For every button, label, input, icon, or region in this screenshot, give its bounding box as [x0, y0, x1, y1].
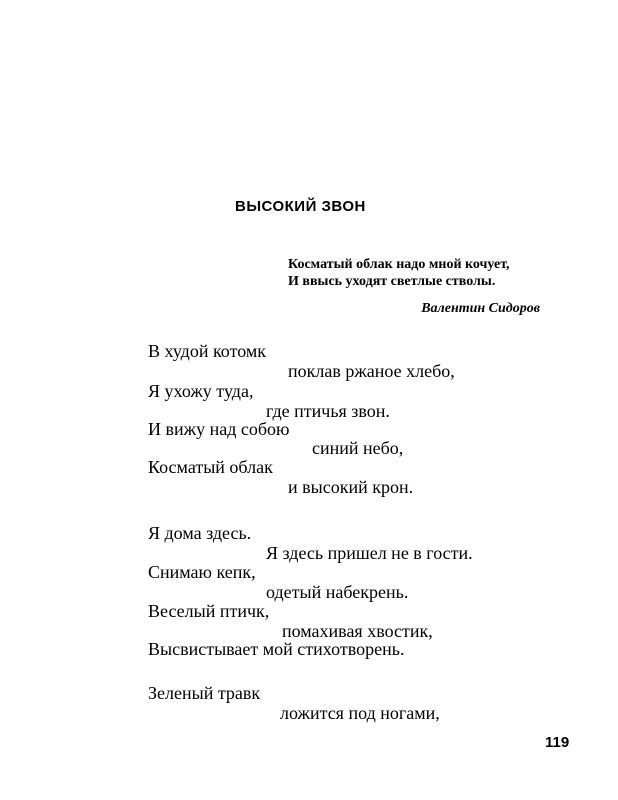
poem-title: ВЫСОКИЙ ЗВОН	[235, 198, 366, 215]
poem-line: помахивая хвостик,	[282, 621, 433, 641]
poem-line: Высвистывает мой стихотворень.	[148, 639, 405, 659]
poem-line: ложится под ногами,	[280, 703, 440, 723]
poem-line: и высокий крон.	[288, 477, 414, 497]
page-number: 119	[545, 734, 570, 751]
epigraph-line: И ввысь уходят светлые стволы.	[288, 274, 496, 289]
poem-line: Снимаю кепк,	[148, 562, 256, 582]
poem-line: одетый набекрень.	[266, 582, 409, 602]
epigraph-line: Косматый облак надо мной кочует,	[288, 257, 510, 272]
poem-line: И вижу над собою	[148, 419, 290, 439]
poem-line: Зеленый травк	[148, 683, 261, 703]
poem-line: В худой котомк	[148, 341, 266, 361]
poem-line: Я ухожу туда,	[148, 381, 254, 401]
epigraph-author: Валентин Сидоров	[421, 301, 540, 316]
poem-line: где птичья звон.	[266, 401, 390, 421]
poem-line: Я здесь пришел не в гости.	[266, 543, 473, 563]
poem-line: Косматый облак	[148, 457, 273, 477]
poem-line: Я дома здесь.	[148, 523, 252, 543]
poem-line: Веселый птичк,	[148, 601, 270, 621]
poem-line: поклав ржаное хлебо,	[288, 361, 455, 381]
epigraph	[288, 256, 510, 290]
poem-line: синий небо,	[312, 438, 404, 458]
